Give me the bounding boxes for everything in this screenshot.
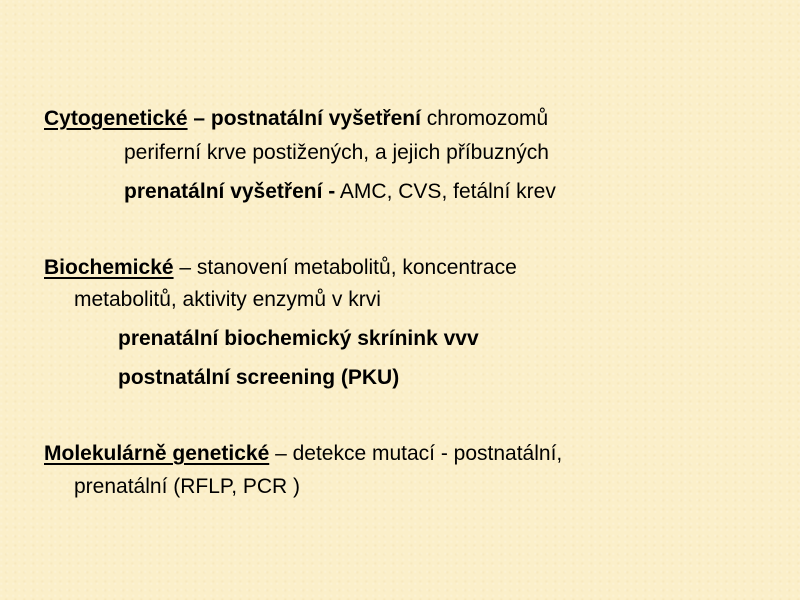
cytogenetic-postnatal-label: – postnatální vyšetření <box>187 107 421 130</box>
cytogenetic-heading-line <box>44 106 548 132</box>
cytogenetic-line2-text: periferní krve postižených, a jejich příbuzných <box>124 141 549 164</box>
cytogenetic-prenatal-label: prenatální vyšetření - <box>124 180 336 203</box>
molecular-line2 <box>74 474 300 500</box>
molecular-heading: Molekulárně genetické <box>44 442 270 465</box>
cytogenetic-prenatal-text: AMC, CVS, fetální krev <box>335 180 556 203</box>
biochemical-heading-line <box>44 255 517 281</box>
biochemical-line2 <box>74 287 381 313</box>
biochemical-line2-text: metabolitů, aktivity enzymů v krvi <box>74 288 381 311</box>
biochemical-postnatal-text: postnatální screening (PKU) <box>118 366 400 389</box>
biochemical-prenatal-line <box>118 326 479 352</box>
biochemical-heading: Biochemické <box>44 256 174 279</box>
cytogenetic-line1-text: chromozomů <box>420 107 549 130</box>
molecular-line1-text: – detekce mutací - postnatální, <box>269 442 563 465</box>
biochemical-postnatal-line <box>118 365 399 391</box>
molecular-heading-line <box>44 441 562 467</box>
cytogenetic-heading: Cytogenetické <box>44 107 188 130</box>
biochemical-prenatal-text: prenatální biochemický skrínink vvv <box>118 327 479 350</box>
cytogenetic-line2 <box>124 140 549 166</box>
biochemical-line1-text: – stanovení metabolitů, koncentrace <box>173 256 517 279</box>
molecular-line2-text: prenatální (RFLP, PCR ) <box>74 475 301 498</box>
cytogenetic-prenatal-line <box>124 179 556 205</box>
